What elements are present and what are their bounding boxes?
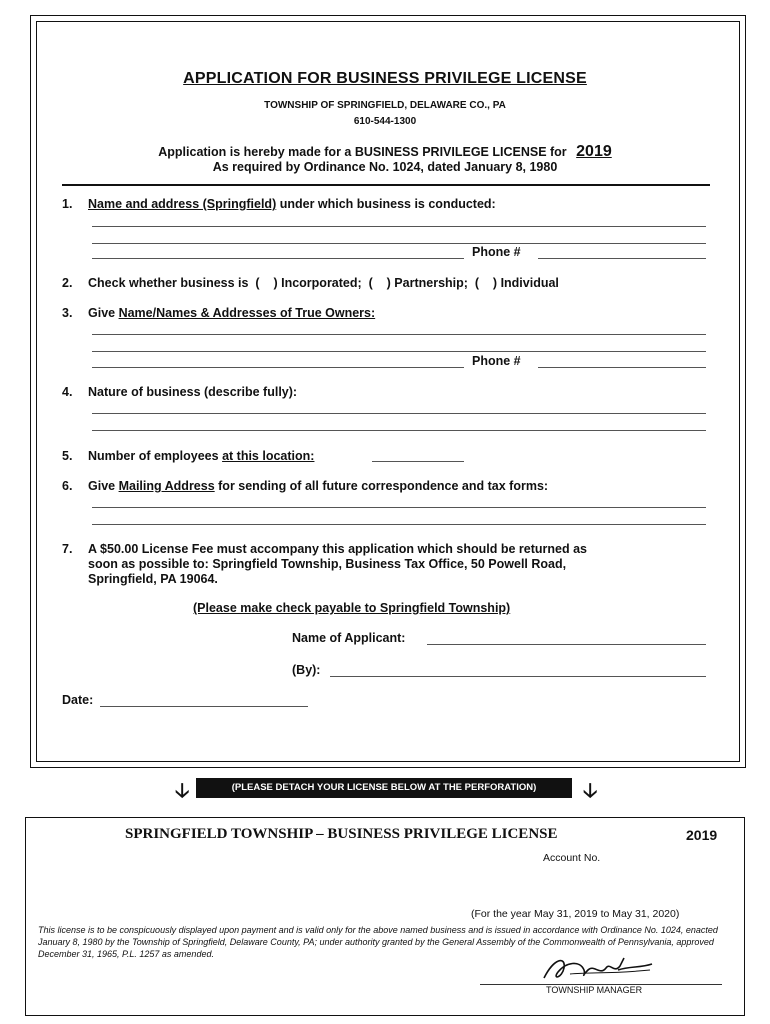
application-text: Application is hereby made for a BUSINESS PRIVILEGE LICENSE for: [158, 145, 567, 159]
date-field[interactable]: [100, 706, 308, 707]
question-number: 6.: [62, 479, 73, 493]
business-phone-field[interactable]: [538, 258, 706, 259]
license-card-year: 2019: [686, 827, 718, 843]
q5-prefix: Number of employees: [88, 449, 223, 463]
license-title: SPRINGFIELD TOWNSHIP – BUSINESS PRIVILEGE LICENSE: [125, 826, 558, 842]
question-4: [62, 385, 297, 399]
check-payable-note: (Please make check payable to Springfield Township): [193, 601, 511, 615]
phone-label-2: Phone #: [472, 354, 521, 368]
q6-underlined: Mailing Address: [118, 479, 215, 493]
mailing-field-1[interactable]: [92, 507, 706, 508]
nature-field-1[interactable]: [92, 413, 706, 414]
q1-underlined: Name and address (Springfield): [88, 197, 277, 211]
q3-prefix: Give: [88, 306, 119, 320]
license-year: 2019: [576, 143, 612, 160]
question-7: [62, 542, 587, 556]
owners-field-2[interactable]: [92, 351, 706, 352]
down-arrow-icon: 🡣: [583, 780, 598, 802]
ordinance-text: As required by Ordinance No. 1024, dated January 8, 1980: [212, 160, 558, 174]
business-address-field-2[interactable]: [92, 258, 464, 259]
question-number: 4.: [62, 385, 73, 399]
question-6: [62, 479, 548, 493]
down-arrow-icon: 🡣: [175, 780, 190, 802]
signature-icon: [540, 952, 660, 986]
employees-field[interactable]: [372, 461, 464, 462]
q6-rest: for sending of all future correspondence and tax forms:: [214, 479, 549, 493]
township-phone: 610-544-1300: [353, 116, 417, 127]
owners-phone-field[interactable]: [538, 367, 706, 368]
question-3: [62, 306, 375, 320]
phone-label-1: Phone #: [472, 245, 521, 259]
q5-underlined: at this location:: [222, 449, 315, 463]
question-number: 7.: [62, 542, 73, 556]
nature-field-2[interactable]: [92, 430, 706, 431]
q7-line1: A $50.00 License Fee must accompany this application which should be returned as: [88, 542, 587, 556]
application-statement: [60, 143, 710, 161]
q1-rest: under which business is conducted:: [276, 197, 496, 211]
business-name-field[interactable]: [92, 226, 706, 227]
business-type-options[interactable]: Check whether business is ( ) Incorporated; ( ) Partnership; ( ) Individual: [88, 276, 559, 290]
question-5: [62, 449, 314, 463]
applicant-label: Name of Applicant:: [292, 631, 406, 645]
question-number: 1.: [62, 197, 73, 211]
license-fine-print: This license is to be conspicuously displayed upon payment and is valid only for the above named business and is issued in accordance with Ordinance No. 1024, enacted January 8, 1980 by the Township of Springfield, Delaware County, PA; under authority granted by the General Assembly of the Commonwealth of Pennsylvania, approved December 31, 1965, P.L. 1257 as amended.: [38, 925, 718, 959]
detach-banner: (PLEASE DETACH YOUR LICENSE BELOW AT THE PERFORATION): [196, 778, 572, 798]
q4-text: Nature of business (describe fully):: [88, 385, 298, 399]
township-manager-label: TOWNSHIP MANAGER: [546, 985, 643, 995]
q3-underlined: Name/Names & Addresses of True Owners:: [118, 306, 376, 320]
q7-line2: soon as possible to: Springfield Township, Business Tax Office, 50 Powell Road,: [88, 557, 567, 571]
question-number: 2.: [62, 276, 73, 290]
question-1: [62, 197, 496, 211]
question-number: 3.: [62, 306, 73, 320]
question-number: 5.: [62, 449, 73, 463]
by-field[interactable]: [330, 676, 706, 677]
owners-field-3[interactable]: [92, 367, 464, 368]
business-address-field[interactable]: [92, 243, 706, 244]
header-divider: [62, 184, 710, 186]
applicant-name-field[interactable]: [427, 644, 706, 645]
by-label: (By):: [292, 663, 321, 677]
mailing-field-2[interactable]: [92, 524, 706, 525]
date-label: Date:: [62, 693, 94, 707]
owners-field-1[interactable]: [92, 334, 706, 335]
license-period: (For the year May 31, 2019 to May 31, 2020): [471, 908, 680, 920]
q6-prefix: Give: [88, 479, 119, 493]
account-number-label: Account No.: [543, 852, 601, 864]
form-title: APPLICATION FOR BUSINESS PRIVILEGE LICENSE: [183, 70, 587, 87]
q7-line3: Springfield, PA 19064.: [88, 572, 218, 586]
township-line: TOWNSHIP OF SPRINGFIELD, DELAWARE CO., PA: [264, 100, 506, 111]
question-2: [62, 276, 559, 290]
